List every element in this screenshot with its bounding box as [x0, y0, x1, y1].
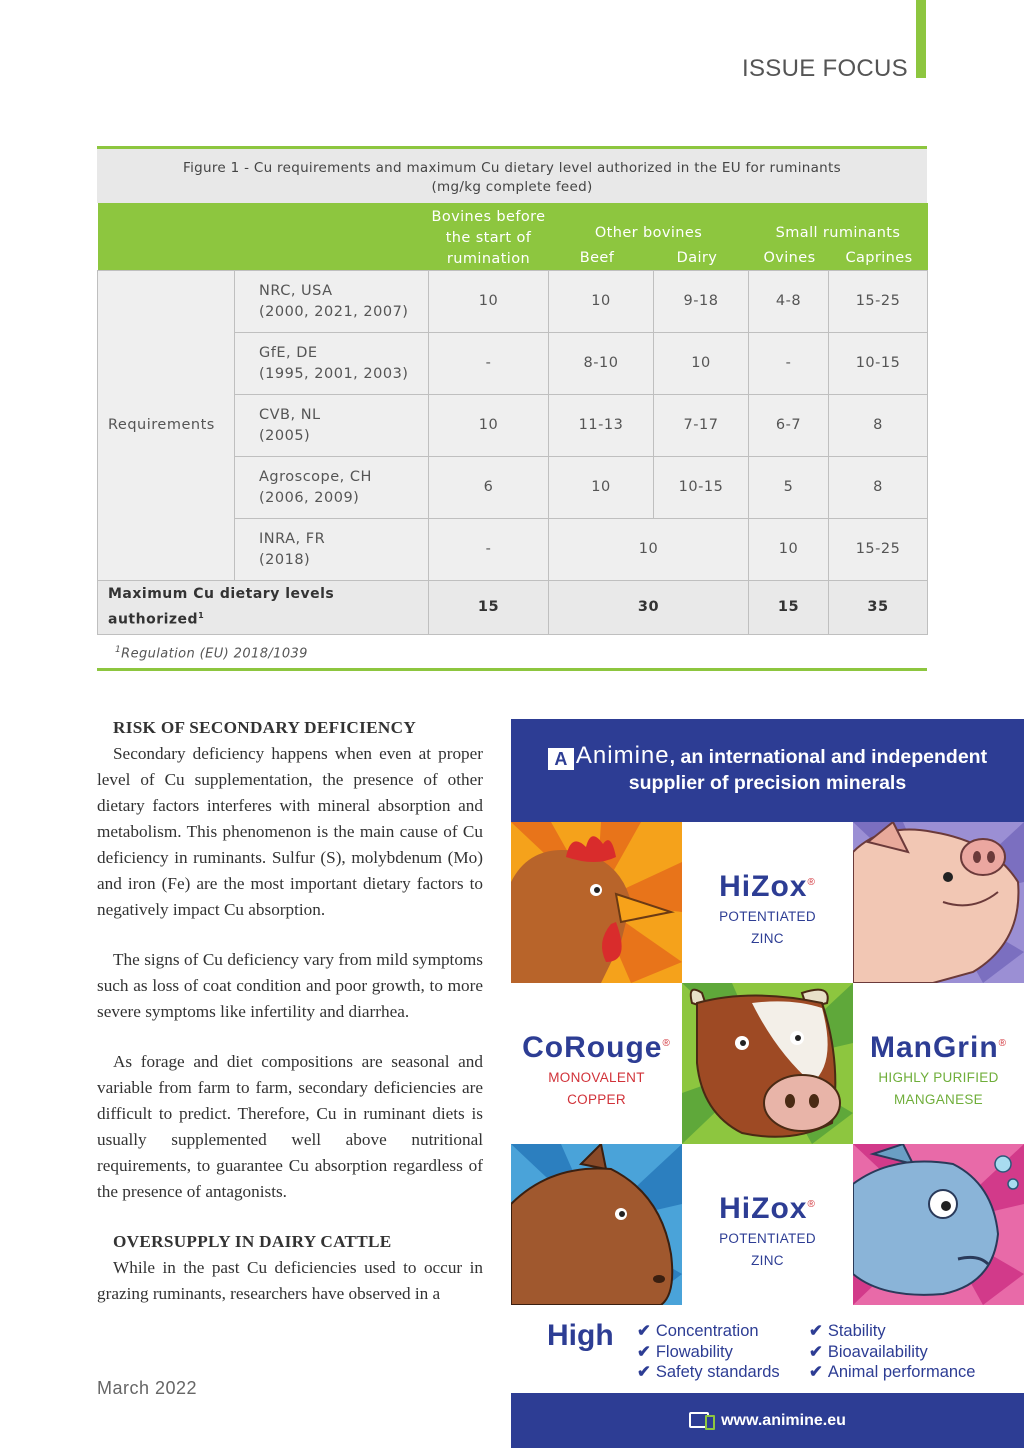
pig-illustration [853, 822, 1024, 983]
value-cell: 10 [429, 395, 549, 457]
value-cell: 10 [654, 333, 749, 395]
header-blank [98, 203, 429, 271]
check-icon: ✔ [637, 1363, 651, 1381]
hizox-product: HiZox® POTENTIATED ZINC [719, 1192, 816, 1268]
value-cell: 15-25 [829, 519, 928, 581]
source-cell: GfE, DE (1995, 2001, 2003) [235, 333, 429, 395]
paragraph: While in the past Cu deficiencies used to occur in grazing ruminants, researchers have observed in a [97, 1258, 483, 1303]
check-icon: ✔ [809, 1342, 823, 1361]
max-levels-row [98, 581, 928, 635]
value-cell: 6-7 [749, 395, 829, 457]
check-icon: ✔ [637, 1342, 651, 1361]
horse-illustration [511, 1144, 682, 1305]
check-icon: ✔ [637, 1322, 651, 1340]
source-cell: CVB, NL (2005) [235, 395, 429, 457]
animine-logo-icon: A [548, 748, 574, 770]
value-cell: 10 [429, 271, 549, 333]
row-group-requirements: Requirements [98, 271, 235, 581]
feature-list [511, 1307, 1024, 1387]
value-cell: - [429, 333, 549, 395]
features-left [637, 1321, 780, 1383]
feature-item: ✔ Concentration [637, 1322, 759, 1340]
fish-illustration [853, 1144, 1024, 1305]
tagline-2: supplier of precision minerals [628, 772, 907, 794]
header-caprines: Caprines [845, 250, 913, 266]
value-cell: 15 [749, 581, 829, 635]
check-icon: ✔ [809, 1322, 823, 1340]
source-cell: INRA, FR (2018) [235, 519, 429, 581]
check-icon: ✔ [809, 1363, 823, 1381]
feature-item: ✔ Flowability [637, 1342, 733, 1361]
feature-item: ✔ Bioavailability [809, 1342, 928, 1361]
accent-bar [916, 0, 926, 78]
value-cell: 10 [549, 271, 654, 333]
animine-advertisement[interactable] [511, 719, 1024, 1448]
header-bovines-before: Bovines before the start of rumination [429, 203, 549, 271]
section-heading: OVERSUPPLY IN DAIRY CATTLE [113, 1232, 392, 1251]
article-body [97, 715, 483, 1307]
paragraph: Secondary deficiency happens when even at proper level of Cu supplementation, the presence of other dietary factors interferes with mineral absorption and metabolism. This phenomenon is the main cause of Cu deficiency in ruminants. Sulfur (S), molybdenum (Mo) and iron (Fe) are the most important dietary factors to negatively impact Cu absorption. [97, 744, 483, 919]
figure-caption [97, 146, 927, 203]
figure-footnote: $^1$Regulation (EU) 2018/1039 [97, 635, 927, 671]
value-cell: 8-10 [549, 333, 654, 395]
max-levels-label: Maximum Cu dietary levels authorized$^1$ [98, 581, 429, 635]
value-cell: 4-8 [749, 271, 829, 333]
ad-header [511, 719, 1024, 822]
website-link[interactable]: www.animine.eu [721, 1412, 846, 1429]
header-ovines: Ovines [763, 250, 816, 266]
value-cell: 10-15 [829, 333, 928, 395]
cu-requirements-table [97, 203, 928, 635]
value-cell: 6 [429, 457, 549, 519]
paragraph: As forage and diet compositions are seasonal and variable from farm to farm, secondary deficiencies are difficult to predict. Therefore, Cu in ruminant diets is usually supplemented well above nutritional requirements, to guarantee Cu absorption regardless of the presence of antagonists. [97, 1052, 483, 1201]
feature-item: ✔ Animal performance [809, 1363, 976, 1381]
value-cell: 5 [749, 457, 829, 519]
tagline-1: , an international and independent [669, 746, 988, 768]
header-small-ruminants: Small ruminants Ovines Caprines [749, 203, 928, 271]
value-cell: 8 [829, 457, 928, 519]
mangrin-product: ManGrin® HIGHLY PURIFIED MANGANESE [869, 1031, 1008, 1107]
caption-line-1: Figure 1 - Cu requirements and maximum Cu dietary level authorized in the EU for ruminants [183, 160, 841, 176]
source-cell: Agroscope, CH (2006, 2009) [235, 457, 429, 519]
section-heading: RISK OF SECONDARY DEFICIENCY [113, 718, 417, 737]
value-cell: 30 [549, 581, 749, 635]
value-cell: 15 [429, 581, 549, 635]
table-row [98, 271, 928, 333]
header-dairy: Dairy [676, 250, 718, 266]
value-cell: 7-17 [654, 395, 749, 457]
feature-item: ✔ Safety standards [637, 1363, 780, 1381]
section-title: ISSUE FOCUS [742, 55, 908, 82]
high-label: High [547, 1319, 614, 1352]
source-cell: NRC, USA (2000, 2021, 2007) [235, 271, 429, 333]
product-grid [511, 822, 1024, 1306]
header-other-bovines: Other bovines Beef Dairy [549, 203, 749, 271]
value-cell: 10 [549, 457, 654, 519]
value-cell: 35 [829, 581, 928, 635]
value-cell: 15-25 [829, 271, 928, 333]
ad-footer [511, 1393, 1024, 1448]
value-cell: - [749, 333, 829, 395]
value-cell: 11-13 [549, 395, 654, 457]
value-cell: 9-18 [654, 271, 749, 333]
cow-illustration [682, 983, 853, 1144]
value-cell: 10 [749, 519, 829, 581]
hizox-product: HiZox® POTENTIATED ZINC [719, 870, 816, 946]
feature-item: ✔ Stability [809, 1322, 886, 1340]
value-cell: - [429, 519, 549, 581]
caption-line-2: (mg/kg complete feed) [431, 179, 593, 195]
brand-name: Animine [575, 742, 670, 769]
header-beef: Beef [579, 250, 615, 266]
chicken-illustration [511, 822, 682, 983]
devices-icon [689, 1412, 709, 1428]
value-cell: 8 [829, 395, 928, 457]
issue-date: March 2022 [97, 1378, 198, 1398]
value-cell: 10-15 [654, 457, 749, 519]
corouge-product: CoRouge® MONOVALENT COPPER [522, 1031, 671, 1107]
figure-1 [97, 146, 927, 671]
paragraph: The signs of Cu deficiency vary from mild symptoms such as loss of coat condition and poor growth, to more severe symptoms like infertility and diarrhea. [97, 950, 483, 1021]
features-right [809, 1321, 975, 1383]
value-cell: 10 [549, 519, 749, 581]
